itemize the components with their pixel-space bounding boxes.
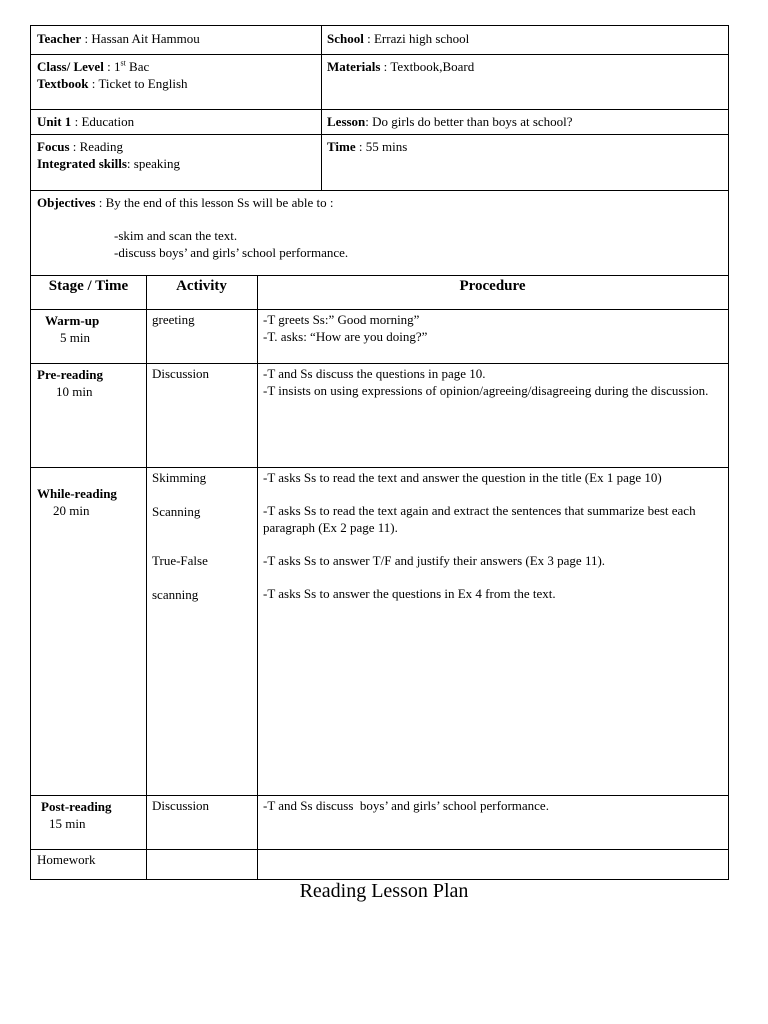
procedure-step: -T and Ss discuss the questions in page 10. xyxy=(263,366,486,381)
procedure-cell xyxy=(257,309,729,364)
activity-header: Activity xyxy=(146,275,258,310)
activity-item: Skimming xyxy=(152,470,207,485)
teacher-value: Hassan Ait Hammou xyxy=(91,31,200,46)
stage-name: Post-reading xyxy=(41,799,112,814)
unit-value: Education xyxy=(81,114,135,129)
procedure-step: -T asks Ss to read the text and answer the question in the title (Ex 1 page 10) xyxy=(263,470,662,485)
time-cell xyxy=(321,134,729,191)
procedure-cell xyxy=(257,363,729,468)
stage-cell xyxy=(30,795,147,850)
time-value: 55 mins xyxy=(365,139,408,154)
document-caption: Reading Lesson Plan xyxy=(299,880,469,902)
objective-item: -discuss boys’ and girls’ school performance. xyxy=(114,245,349,260)
textbook-sep: : xyxy=(88,76,99,91)
activity-item: Discussion xyxy=(152,366,210,381)
class-level-sup: st xyxy=(120,58,126,68)
procedure-step: -T and Ss discuss boys’ and girls’ school performance. xyxy=(263,798,549,813)
class-textbook-cell xyxy=(30,54,322,110)
unit-cell xyxy=(30,109,322,135)
stage-time: 5 min xyxy=(60,330,90,345)
procedure-cell xyxy=(257,849,729,880)
integrated-skills-sep: : xyxy=(126,156,134,171)
stage-name: Warm-up xyxy=(45,313,100,328)
activity-item: greeting xyxy=(152,312,195,327)
teacher-sep: : xyxy=(81,31,92,46)
procedure-step: -T greets Ss:” Good morning” xyxy=(263,312,420,327)
objectives-intro: By the end of this lesson Ss will be able to : xyxy=(105,195,334,210)
materials-value: Textbook,Board xyxy=(390,59,475,74)
stage-name: Homework xyxy=(37,852,96,867)
activity-cell xyxy=(146,849,258,880)
stage-cell xyxy=(30,363,147,468)
procedure-header: Procedure xyxy=(257,275,729,310)
activity-item: Scanning xyxy=(152,504,201,519)
objectives-cell xyxy=(30,190,729,276)
focus-sep: : xyxy=(69,139,80,154)
stage-time: 15 min xyxy=(49,816,86,831)
activity-item: scanning xyxy=(152,587,199,602)
objective-item: -skim and scan the text. xyxy=(114,228,238,243)
stage-time: 10 min xyxy=(56,384,93,399)
school-value: Errazi high school xyxy=(373,31,470,46)
time-label: Time xyxy=(327,139,356,154)
materials-cell xyxy=(321,54,729,110)
class-level-sep: : xyxy=(103,59,114,74)
activity-cell xyxy=(146,467,258,796)
objectives-sep: : xyxy=(95,195,106,210)
stage-time-header: Stage / Time xyxy=(30,275,147,310)
school-cell xyxy=(321,25,729,55)
focus-value: Reading xyxy=(79,139,123,154)
stage-time: 20 min xyxy=(53,503,90,518)
lesson-label: Lesson xyxy=(327,114,366,129)
integrated-skills-label: Integrated skills xyxy=(37,156,127,171)
procedure-cell xyxy=(257,795,729,850)
materials-sep: : xyxy=(380,59,391,74)
stage-name: Pre-reading xyxy=(37,367,103,382)
teacher-label: Teacher xyxy=(37,31,82,46)
activity-cell xyxy=(146,795,258,850)
stage-name: While-reading xyxy=(37,486,117,501)
lesson-value: Do girls do better than boys at school? xyxy=(372,114,573,129)
procedure-step: -T. asks: “How are you doing?” xyxy=(263,329,428,344)
activity-item: True-False xyxy=(152,553,208,568)
procedure-cell xyxy=(257,467,729,796)
stage-cell xyxy=(30,849,147,880)
class-level-rest: Bac xyxy=(125,59,150,74)
procedure-step: -T asks Ss to answer T/F and justify their answers (Ex 3 page 11). xyxy=(263,553,606,568)
teacher-cell xyxy=(30,25,322,55)
school-label: School xyxy=(327,31,364,46)
focus-cell xyxy=(30,134,322,191)
textbook-label: Textbook xyxy=(37,76,89,91)
objectives-label: Objectives xyxy=(37,195,96,210)
activity-cell xyxy=(146,363,258,468)
lesson-sep: : xyxy=(365,114,373,129)
activity-item: Discussion xyxy=(152,798,210,813)
materials-label: Materials xyxy=(327,59,381,74)
procedure-step: -T insists on using expressions of opinion/agreeing/disagreeing during the discussion. xyxy=(263,383,709,398)
activity-cell xyxy=(146,309,258,364)
stage-cell xyxy=(30,467,147,796)
unit-sep: : xyxy=(71,114,82,129)
procedure-step: -T asks Ss to answer the questions in Ex 4 from the text. xyxy=(263,586,556,601)
time-sep: : xyxy=(355,139,366,154)
school-sep: : xyxy=(363,31,374,46)
class-level-label: Class/ Level xyxy=(37,59,104,74)
class-level-num: 1 xyxy=(113,59,121,74)
procedure-step: -T asks Ss to read the text again and extract the sentences that summarize best each paragraph (Ex 2 page 11). xyxy=(263,503,696,535)
unit-label: Unit 1 xyxy=(37,114,72,129)
stage-cell xyxy=(30,309,147,364)
focus-label: Focus xyxy=(37,139,70,154)
integrated-skills-value: speaking xyxy=(133,156,181,171)
lesson-cell xyxy=(321,109,729,135)
textbook-value: Ticket to English xyxy=(98,76,188,91)
